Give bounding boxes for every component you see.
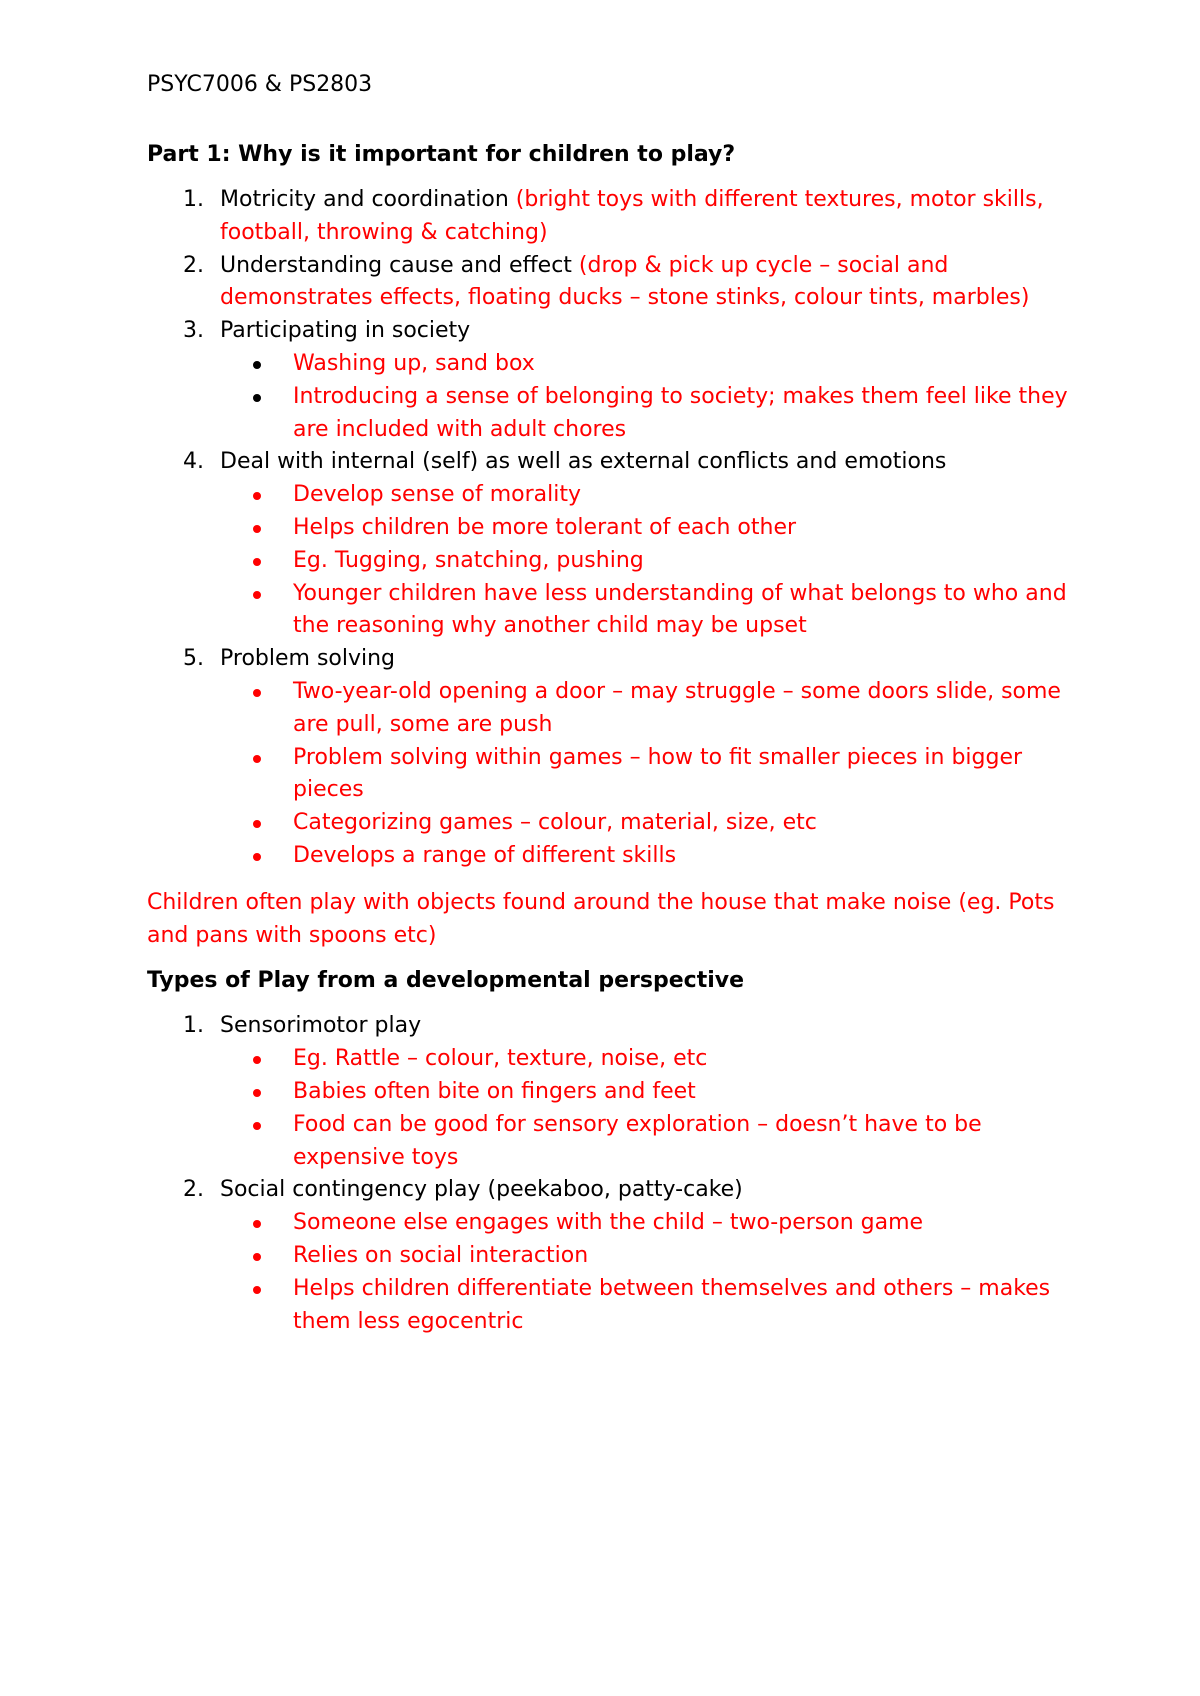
bullet-icon: [253, 591, 261, 599]
bullet-icon: [253, 492, 261, 500]
list-item-annotation: (bright toys with different textures, motor skills, football, throwing & catching): [220, 187, 1044, 245]
list-number: 2.: [183, 252, 204, 278]
bullet-icon: [253, 394, 261, 402]
section-1-heading: Part 1: Why is it important for children to play?: [147, 142, 736, 167]
list-item-text: Social contingency play (peekaboo, patty-cake): [220, 1177, 743, 1203]
list-item-text: Problem solving: [220, 646, 396, 672]
bullet-item: [220, 348, 1070, 381]
bullet-text: Problem solving within games – how to fit smaller pieces in bigger pieces: [293, 744, 1023, 803]
bullet-text: Helps children be more tolerant of each other: [293, 514, 797, 540]
bullet-icon: [253, 755, 261, 763]
bullet-item: [220, 545, 1070, 578]
list-item-text: Participating in society: [220, 318, 471, 344]
bullet-item: [220, 1207, 1070, 1240]
bullet-text: Two-year-old opening a door – may struggle – some doors slide, some are pull, some are push: [293, 678, 1061, 737]
list-item-text: Sensorimotor play: [220, 1013, 422, 1039]
note-paragraph: Children often play with objects found around the house that make noise (eg. Pots and pans with spoons etc): [147, 889, 1055, 948]
list-item: [147, 643, 1070, 873]
bullet-icon: [253, 1122, 261, 1130]
list-number: 2.: [183, 1177, 204, 1203]
bullet-text: Younger children have less understanding of what belongs to who and the reasoning why another child may be upset: [293, 580, 1067, 639]
bullet-text: Helps children differentiate between themselves and others – makes them less egocentric: [293, 1275, 1051, 1334]
bullet-item: [220, 1043, 1070, 1076]
bullet-text: Babies often bite on fingers and feet: [293, 1078, 696, 1104]
list-item-text: Motricity and coordination: [220, 187, 516, 212]
bullet-list: [220, 1043, 1070, 1174]
bullet-list: [220, 676, 1070, 873]
list-item: [147, 184, 1070, 250]
list-item: [147, 1010, 1070, 1174]
bullet-text: Categorizing games – colour, material, size, etc: [293, 810, 817, 836]
bullet-text: Develops a range of different skills: [293, 842, 677, 868]
bullet-text: Relies on social interaction: [293, 1242, 589, 1268]
list-item-text: Understanding cause and effect: [220, 252, 579, 278]
bullet-icon: [253, 361, 261, 369]
bullet-icon: [253, 1253, 261, 1261]
bullet-item: [220, 1109, 1070, 1175]
bullet-icon: [253, 558, 261, 566]
bullet-item: [220, 1076, 1070, 1109]
bullet-icon: [253, 820, 261, 828]
bullet-text: Introducing a sense of belonging to society; makes them feel like they are included with adult chores: [293, 383, 1068, 442]
bullet-item: [220, 578, 1070, 644]
bullet-text: Washing up, sand box: [293, 350, 535, 376]
list-item: [147, 446, 1070, 643]
list-item: [147, 1174, 1070, 1338]
list-number: 4.: [183, 449, 204, 475]
bullet-item: [220, 676, 1070, 742]
bullet-list: [220, 348, 1070, 446]
list-number: 1.: [183, 187, 204, 212]
list-item-text: Deal with internal (self) as well as external conflicts and emotions: [220, 449, 947, 475]
bullet-icon: [253, 853, 261, 861]
list-item: [147, 315, 1070, 446]
bullet-icon: [253, 1220, 261, 1228]
bullet-item: [220, 742, 1070, 808]
list-number: 1.: [183, 1013, 204, 1039]
section-2-heading: Types of Play from a developmental perspective: [147, 968, 745, 994]
bullet-icon: [253, 1286, 261, 1294]
list-item-annotation: (drop & pick up cycle – social and demonstrates effects, floating ducks – stone stinks, colour tints, marbles): [220, 252, 1030, 311]
bullet-item: [220, 1240, 1070, 1273]
bullet-text: Food can be good for sensory exploration – doesn’t have to be expensive toys: [293, 1111, 982, 1170]
bullet-text: Eg. Tugging, snatching, pushing: [293, 547, 644, 573]
list-item: [147, 250, 1070, 316]
bullet-text: Eg. Rattle – colour, texture, noise, etc: [293, 1046, 708, 1072]
bullet-item: [220, 807, 1070, 840]
bullet-item: [220, 840, 1070, 873]
list-number: 3.: [183, 318, 204, 344]
bullet-list: [220, 479, 1070, 643]
bullet-list: [220, 1207, 1070, 1338]
bullet-icon: [253, 1089, 261, 1097]
section-1-list: [147, 184, 1070, 873]
page-header: PSYC7006 & PS2803: [147, 72, 373, 97]
bullet-icon: [253, 1056, 261, 1064]
bullet-icon: [253, 525, 261, 533]
bullet-icon: [253, 689, 261, 697]
bullet-item: [220, 381, 1070, 447]
bullet-text: Someone else engages with the child – two-person game: [293, 1210, 924, 1236]
bullet-item: [220, 512, 1070, 545]
list-number: 5.: [183, 646, 204, 672]
section-2-list: [147, 1010, 1070, 1338]
bullet-item: [220, 479, 1070, 512]
bullet-item: [220, 1273, 1070, 1339]
bullet-text: Develop sense of morality: [293, 482, 581, 508]
